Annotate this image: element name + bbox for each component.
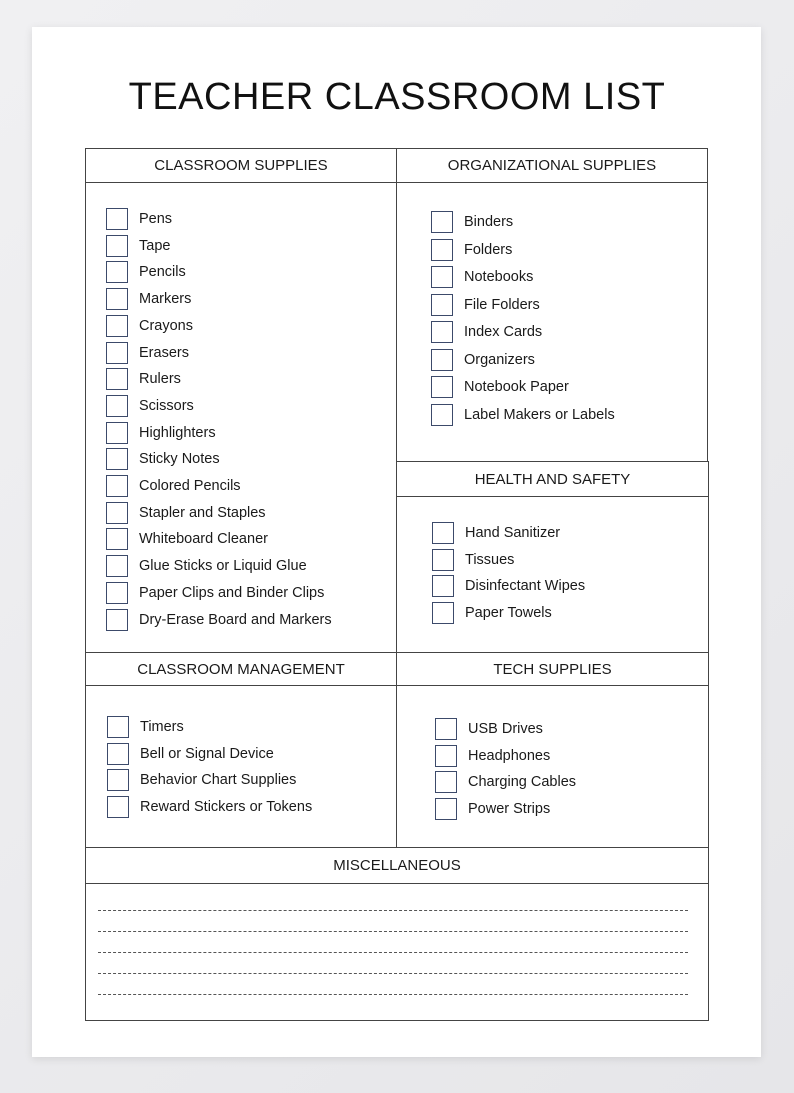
checkbox[interactable] [431, 404, 453, 426]
item-label: Notebook Paper [464, 379, 569, 395]
item-label: Rulers [139, 371, 181, 388]
item-label: Erasers [139, 344, 189, 361]
checkbox[interactable] [106, 475, 128, 497]
section-title: TECH SUPPLIES [493, 660, 612, 678]
item-label: Reward Stickers or Tokens [140, 798, 313, 815]
checkbox[interactable] [107, 743, 129, 765]
item-label: Scissors [139, 397, 194, 414]
checklist-item [431, 210, 513, 234]
item-label: Highlighters [139, 424, 216, 441]
section-title: CLASSROOM SUPPLIES [154, 157, 328, 174]
checkbox[interactable] [431, 349, 453, 371]
item-label: Whiteboard Cleaner [139, 531, 268, 548]
checkbox[interactable] [432, 522, 454, 544]
item-label: Glue Sticks or Liquid Glue [139, 558, 307, 575]
section-header-classroom-management [85, 652, 397, 686]
checklist-item [106, 501, 266, 525]
checkbox[interactable] [431, 321, 453, 343]
checklist-item [106, 260, 186, 284]
item-label: Sticky Notes [139, 451, 220, 468]
checklist-item [432, 574, 585, 598]
item-label: Bell or Signal Device [140, 745, 274, 762]
checkbox[interactable] [107, 796, 129, 818]
checkbox[interactable] [432, 549, 454, 571]
checkbox[interactable] [106, 502, 128, 524]
checkbox[interactable] [435, 745, 457, 767]
section-title: CLASSROOM MANAGEMENT [137, 660, 345, 678]
checklist-item [106, 608, 332, 632]
writing-line [98, 973, 688, 974]
checklist-item [435, 797, 550, 821]
checkbox[interactable] [106, 528, 128, 550]
checkbox[interactable] [106, 342, 128, 364]
checklist-item [432, 601, 552, 625]
item-label: Charging Cables [468, 774, 577, 791]
checkbox[interactable] [106, 261, 128, 283]
checklist-item [106, 341, 189, 365]
item-label: File Folders [464, 296, 540, 313]
page-title: TEACHER CLASSROOM LIST [128, 76, 666, 118]
checkbox[interactable] [431, 211, 453, 233]
section-title: MISCELLANEOUS [333, 857, 461, 874]
checklist-item [431, 320, 542, 344]
checklist-item [106, 314, 193, 338]
checkbox[interactable] [431, 266, 453, 288]
section-title: ORGANIZATIONAL SUPPLIES [447, 157, 657, 174]
checkbox[interactable] [432, 602, 454, 624]
checkbox[interactable] [106, 368, 128, 390]
checklist-item [106, 527, 268, 551]
checklist-item [106, 581, 324, 605]
checklist-item [432, 521, 560, 545]
checklist-item [106, 474, 241, 498]
checklist-item [106, 367, 181, 391]
checkbox[interactable] [431, 376, 453, 398]
checkbox[interactable] [106, 315, 128, 337]
item-label: Tissues [465, 551, 515, 568]
item-label: Binders [464, 214, 514, 230]
item-label: Pens [139, 211, 173, 227]
checklist-item [106, 287, 191, 311]
checkbox[interactable] [107, 716, 129, 738]
checklist-item [435, 770, 576, 794]
checkbox[interactable] [106, 448, 128, 470]
item-label: Pencils [139, 264, 186, 281]
item-label: Tape [139, 237, 171, 254]
item-label: Index Cards [464, 324, 543, 340]
checkbox[interactable] [106, 609, 128, 631]
item-label: Markers [139, 291, 192, 308]
item-label: Notebooks [464, 269, 534, 285]
checklist-item [431, 375, 569, 399]
writing-line [98, 994, 688, 995]
checklist-item [106, 207, 172, 231]
checklist-item [431, 403, 615, 427]
checklist-item [106, 394, 194, 418]
section-header-tech-supplies [396, 652, 709, 686]
item-label: Hand Sanitizer [465, 525, 561, 541]
checklist-item [107, 768, 296, 792]
section-title: HEALTH AND SAFETY [474, 470, 631, 488]
item-label: Folders [464, 241, 513, 258]
checklist-item [106, 554, 307, 578]
writing-line [98, 910, 688, 911]
checkbox[interactable] [435, 771, 457, 793]
item-label: Paper Towels [465, 604, 552, 621]
checkbox[interactable] [435, 718, 457, 740]
section-header-classroom-supplies [85, 148, 397, 183]
item-label: Paper Clips and Binder Clips [139, 584, 325, 601]
checklist-item [106, 234, 170, 258]
section-header-health-and-safety [396, 461, 709, 497]
checklist-item [106, 421, 216, 445]
section-header-organizational-supplies [396, 148, 708, 183]
checkbox[interactable] [106, 208, 128, 230]
item-label: Organizers [464, 351, 535, 368]
item-label: Behavior Chart Supplies [140, 772, 297, 789]
checkbox[interactable] [431, 239, 453, 261]
item-label: USB Drives [468, 721, 543, 737]
writing-line [98, 931, 688, 932]
checkbox[interactable] [107, 769, 129, 791]
checkbox[interactable] [106, 422, 128, 444]
checklist-item [431, 238, 512, 262]
writing-line [98, 952, 688, 953]
checkbox[interactable] [106, 395, 128, 417]
item-label: Dry-Erase Board and Markers [139, 611, 332, 628]
item-label: Colored Pencils [139, 478, 241, 494]
checkbox[interactable] [106, 582, 128, 604]
checklist-item [435, 717, 543, 741]
checkbox[interactable] [106, 288, 128, 310]
item-label: Crayons [139, 317, 193, 334]
checklist-item [435, 744, 550, 768]
item-label: Disinfectant Wipes [465, 578, 586, 595]
checklist-item [107, 795, 312, 819]
checkbox[interactable] [106, 555, 128, 577]
checklist-item [107, 742, 274, 766]
section-header-miscellaneous [85, 847, 709, 884]
checkbox[interactable] [431, 294, 453, 316]
item-label: Timers [140, 719, 184, 735]
checkbox[interactable] [432, 575, 454, 597]
item-label: Headphones [468, 747, 551, 764]
section-classroom-management [85, 686, 397, 848]
checkbox[interactable] [106, 235, 128, 257]
item-label: Power Strips [468, 800, 551, 817]
checklist-item [431, 348, 535, 372]
item-label: Stapler and Staples [139, 504, 266, 521]
checklist-item [432, 548, 514, 572]
checklist-item [107, 715, 184, 739]
item-label: Label Makers or Labels [464, 406, 615, 423]
checkbox[interactable] [435, 798, 457, 820]
checklist-item [106, 447, 220, 471]
checklist-item [431, 293, 540, 317]
checklist-item [431, 265, 533, 289]
